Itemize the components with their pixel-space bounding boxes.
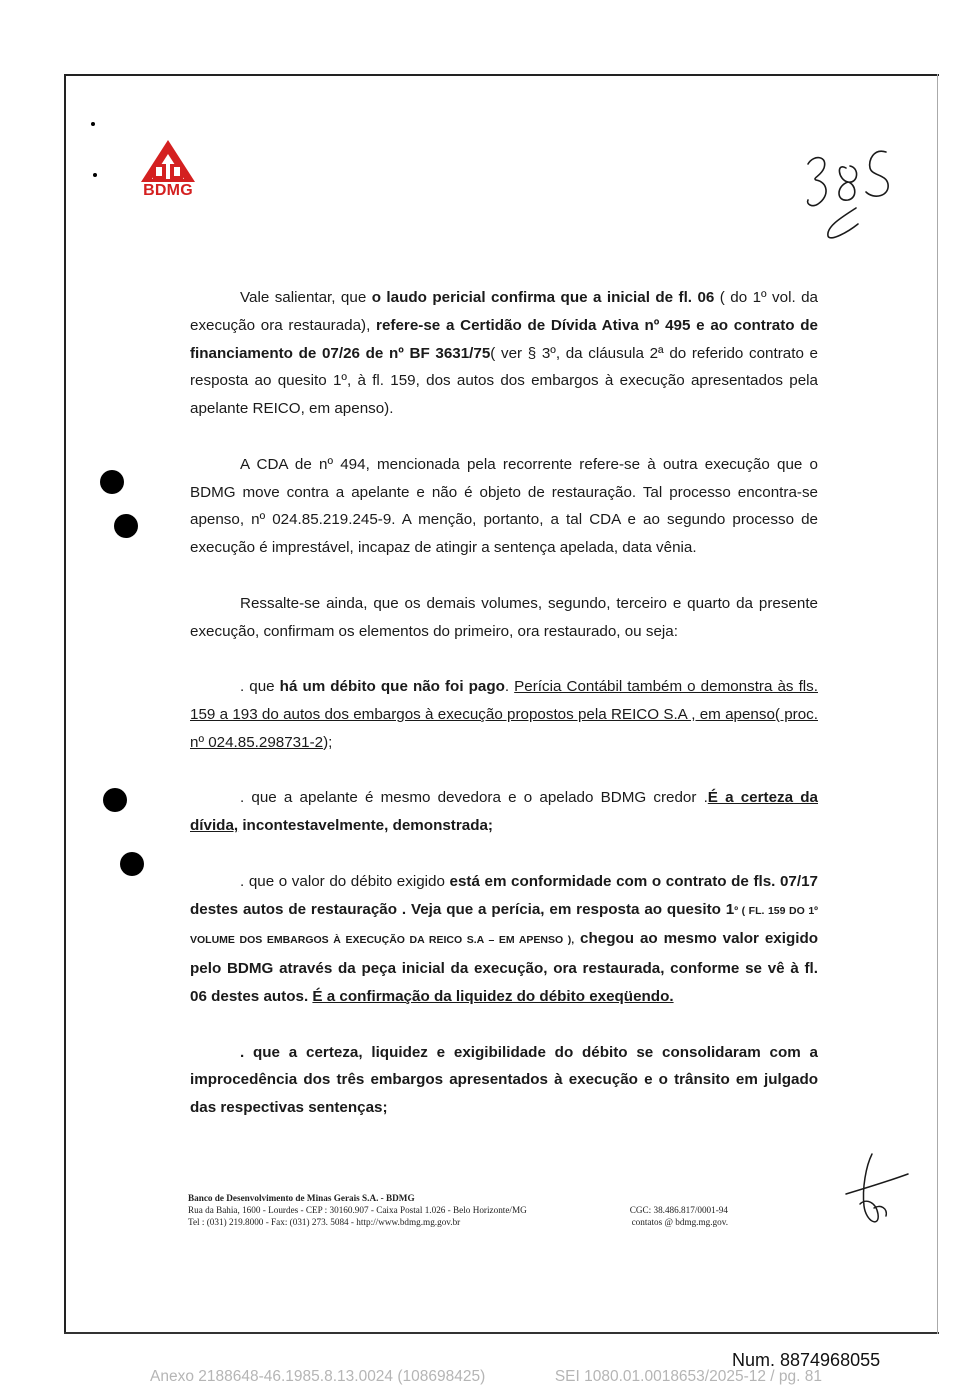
scan-dot: [93, 173, 97, 177]
footer-address: Rua da Bahia, 1600 - Lourdes - CEP : 30160.907 - Caixa Postal 1.026 - Belo Horizonte/MG: [188, 1205, 527, 1215]
page-border-top: [64, 74, 939, 76]
text-span: ( do 1º vol. da execução ora restaurada),: [190, 289, 818, 334]
text-span: ( ver § 3º, da cláusula 2ª do referido contrato e resposta ao quesito 1º, à fl. 159, dos autos dos embargos à execução apresentados pela apelante REICO, em apenso).: [190, 344, 818, 418]
item-devedora: [190, 784, 818, 840]
paragraph-cda: [190, 451, 818, 562]
punch-hole: [114, 514, 138, 538]
bdmg-logo-mark: [138, 138, 198, 184]
bold-text: incontestavelmente, demonstrada;: [238, 817, 493, 835]
text-span: . que a apelante é mesmo devedora e o apelado BDMG credor .: [240, 789, 708, 807]
letterhead-footer: [188, 1192, 728, 1228]
paragraph-ressalte: [190, 590, 818, 646]
item-debito-nao-pago: [190, 673, 818, 756]
paragraph-laudo: [190, 284, 818, 423]
footer-contact-row: [188, 1216, 728, 1228]
text-span: Vale salientar, que: [240, 289, 372, 306]
text-span: .: [504, 678, 515, 696]
bold-text: . que a certeza, liquidez e exigibilidade do débito se consolidaram com a improcedência dos três embargos apresentados à execução e o trânsito em julgado das respectivas sentenças;: [190, 1043, 818, 1117]
handwritten-page-number: [796, 138, 906, 248]
bold-text: chegou ao mesmo valor exigido pelo BDMG através da peça inicial da execução, ora restaurada, conforme se vê à fl. 06 destes autos.: [190, 930, 818, 1005]
bold-underlined-text: É a confirmação da liquidez do débito exeqüendo.: [312, 987, 674, 1005]
bdmg-logo: [138, 138, 198, 202]
footer-cgc: CGC: 38.486.817/0001-94: [629, 1205, 728, 1215]
bold-text: o laudo pericial confirma que a inicial de fl. 06: [371, 289, 715, 306]
text-span: );: [323, 733, 333, 751]
page-border-right: [937, 74, 938, 1334]
page-border-left: [64, 74, 66, 1334]
annex-watermark: [150, 1368, 822, 1386]
text-span: . que: [240, 678, 280, 696]
bold-text: está em conformidade com o contrato de fls. 07/17 destes autos de restauração . Veja que a perícia, em resposta ao quesito 1: [190, 872, 818, 918]
bold-text: há um débito que não foi pago: [279, 678, 505, 696]
text-span: Ressalte-se ainda, que os demais volumes, segundo, terceiro e quarto da presente execução, confirmam os elementos do primeiro, ora restaurado, ou seja:: [190, 594, 818, 640]
footer-address-row: [188, 1204, 728, 1216]
document-number: Num. 8874968055: [732, 1350, 881, 1370]
sei-reference: SEI 1080.01.0018653/2025-12 / pg. 81: [554, 1368, 822, 1385]
annex-reference: Anexo 2188648-46.1985.8.13.0024 (108698425): [150, 1368, 486, 1385]
underlined-text: Perícia Contábil também o demonstra às fls. 159 a 193 do autos dos embargos à execução propostos pela REICO S.A , em apenso( proc. nº 024.85.298731-2: [190, 678, 818, 751]
text-span: A CDA de nº 494, mencionada pela recorrente refere-se à outra execução que o BDMG move contra a apelante e não é objeto de restauração. Tal processo encontra-se apenso, nº 024.85.219.245-9. A menção, portanto, a tal CDA e ao segundo processo de execução é imprestável, incapaz de atingir a sentença apelada, data vênia.: [190, 455, 818, 557]
page-border-bottom: [64, 1332, 939, 1334]
footer-bank-name: Banco de Desenvolvimento de Minas Gerais S.A. - BDMG: [188, 1193, 415, 1203]
document-body: [190, 284, 818, 1150]
handwritten-signature: [836, 1148, 916, 1232]
footer-email: contatos @ bdmg.mg.gov.: [631, 1217, 728, 1227]
bold-underlined-text: É a certeza da dívida,: [190, 789, 818, 835]
text-span: . que o valor do débito exigido: [240, 872, 450, 890]
item-valor-debito: [190, 868, 818, 1011]
punch-hole: [120, 852, 144, 876]
footer-phone-web: Tel : (031) 219.8000 - Fax: (031) 273. 5084 - http://www.bdmg.mg.gov.br: [188, 1217, 461, 1227]
punch-hole: [103, 788, 127, 812]
punch-hole: [100, 470, 124, 494]
bold-text: refere-se a Certidão de Dívida Ativa nº 495 e ao contrato de financiamento de 07/26 de nº BF 3631/75: [190, 316, 818, 362]
small-caps-text: º ( FL. 159 DO 1º VOLUME DOS EMBARGOS À EXECUÇÃO DA REICO S.A – EM APENSO ),: [190, 904, 819, 947]
logo-text: BDMG: [143, 182, 193, 199]
scan-dot: [91, 122, 95, 126]
item-certeza-liquidez: [190, 1039, 818, 1122]
